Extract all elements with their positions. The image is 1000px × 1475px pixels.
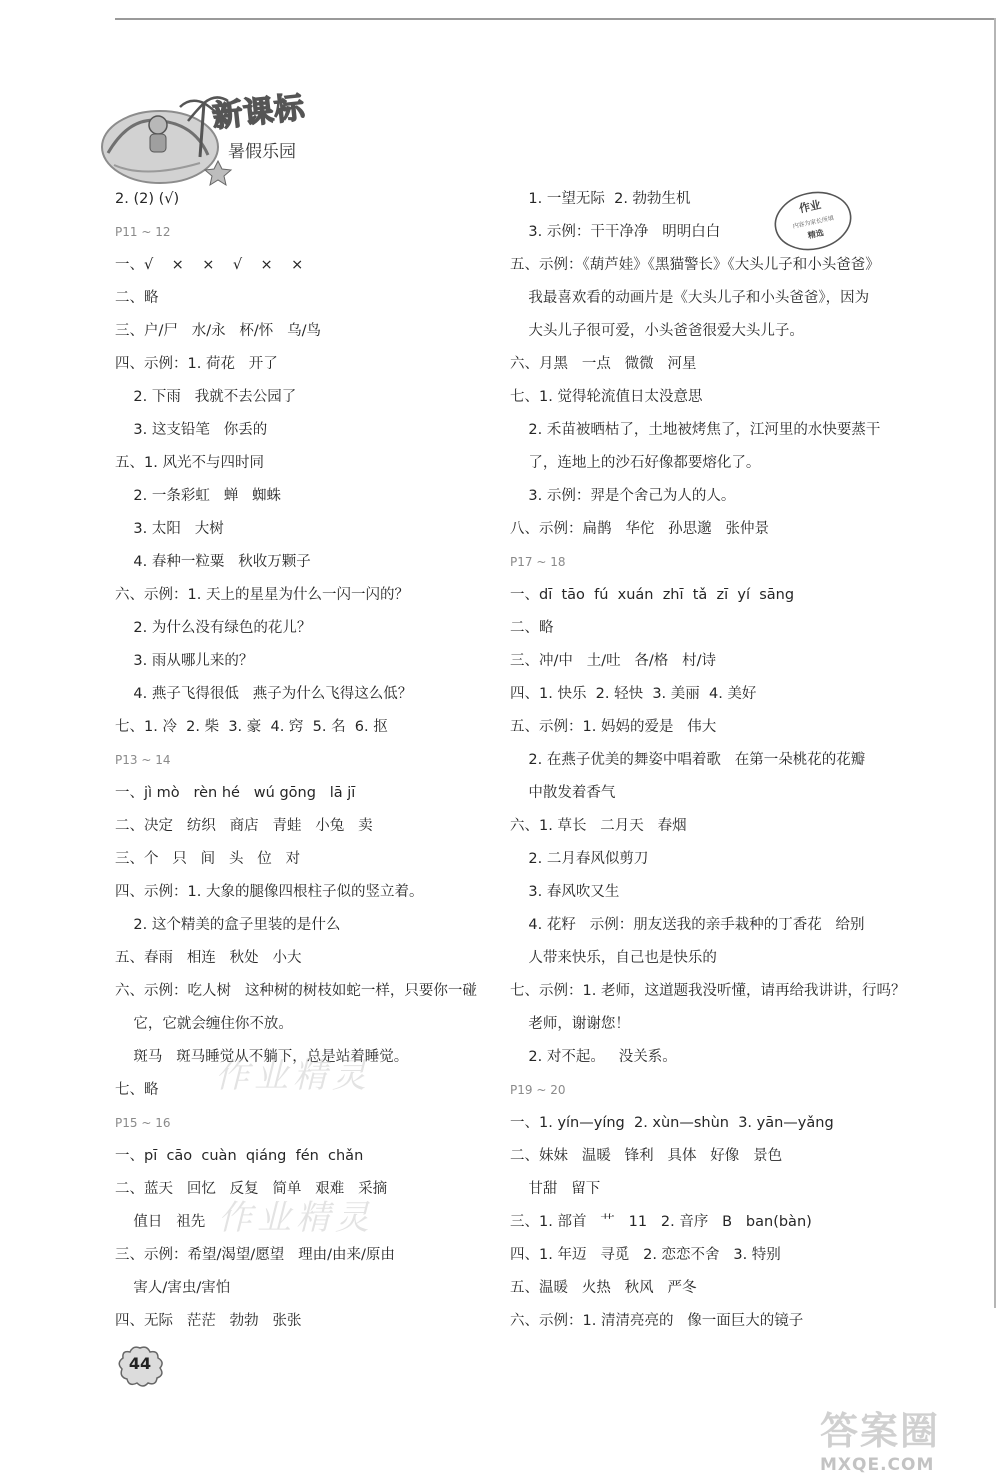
- stamp-title: 作业: [797, 198, 823, 216]
- answer-line: 4. 燕子飞得很低 燕子为什么飞得这么低？: [115, 686, 413, 702]
- right-column: [510, 183, 906, 1338]
- corner-watermark: [820, 1400, 990, 1475]
- answer-line: 三、1. 部首 艹 11 2. 音序 B ban(bàn): [510, 1214, 812, 1230]
- answer-line: 3. 春风吹又生: [510, 884, 620, 900]
- answer-line: 七、略: [115, 1082, 159, 1098]
- answer-line: 2. 为什么没有绿色的花儿？: [115, 620, 312, 636]
- page-range-heading: P19 ~ 20: [510, 1083, 566, 1097]
- answer-line: 2. 在燕子优美的舞姿中唱着歌 在第一朵桃花的花瓣: [510, 752, 866, 768]
- watermark-mid2: 作业精灵: [218, 1198, 374, 1238]
- answer-line: 二、妹妹 温暖 锋利 具体 好像 景色: [510, 1148, 783, 1164]
- answer-line: 中散发着香气: [510, 785, 616, 801]
- answer-line: 四、示例：1. 荷花 开了: [115, 356, 278, 372]
- answer-line: 一、pī cāo cuàn qiáng fén chǎn: [115, 1148, 364, 1164]
- left-column: [115, 183, 495, 1338]
- page-range-heading: P15 ~ 16: [115, 1116, 171, 1130]
- answer-line: 值日 祖先: [115, 1214, 206, 1230]
- answer-line: 2. 禾苗被晒枯了，土地被烤焦了，江河里的水快要蒸干: [510, 422, 881, 438]
- answer-line: 二、略: [115, 290, 159, 306]
- answer-line: 四、1. 年迈 寻觅 2. 恋恋不舍 3. 特别: [510, 1247, 781, 1263]
- answer-line: 三、示例：希望/渴望/愿望 理由/由来/原由: [115, 1247, 395, 1263]
- answer-line: 2. (2) (√): [115, 191, 180, 207]
- answer-line: 四、1. 快乐 2. 轻快 3. 美丽 4. 美好: [510, 686, 757, 702]
- page-range-heading: P17 ~ 18: [510, 555, 566, 569]
- answer-line: 七、1. 冷 2. 柴 3. 豪 4. 窍 5. 名 6. 抠: [115, 719, 388, 735]
- answer-line: 一、1. yín—yíng 2. xùn—shùn 3. yān—yǎng: [510, 1115, 834, 1131]
- answer-line: 2. 对不起。 没关系。: [510, 1049, 677, 1065]
- answer-line: 四、示例：1. 大象的腿像四根柱子似的竖立着。: [115, 884, 424, 900]
- answer-line: 老师，谢谢您！: [510, 1016, 630, 1032]
- stamp-line1: 内容为家长所填: [792, 214, 835, 231]
- answer-line: 3. 示例：干干净净 明明白白: [510, 224, 721, 240]
- answer-line: 六、示例：1. 清清亮亮的 像一面巨大的镜子: [510, 1313, 804, 1329]
- answer-line: 2. 二月春风似剪刀: [510, 851, 649, 867]
- watermark-mid1: 作业精灵: [215, 1056, 371, 1096]
- corner-watermark-title: 答案圈: [820, 1409, 941, 1453]
- answer-line: 大头儿子很可爱，小头爸爸很爱大头儿子。: [510, 323, 804, 339]
- answer-line: 二、决定 纺织 商店 青蛙 小兔 卖: [115, 818, 373, 834]
- answer-line: 3. 这支铅笔 你丢的: [115, 422, 268, 438]
- answer-line: 我最喜欢看的动画片是《大头儿子和小头爸爸》，因为: [510, 290, 870, 306]
- answer-line: 人带来快乐，自己也是快乐的: [510, 950, 717, 966]
- answer-line: 4. 春种一粒粟 秋收万颗子: [115, 554, 311, 570]
- answer-line: 五、1. 风光不与四时同: [115, 455, 264, 471]
- answer-line: 七、1. 觉得轮流值日太没意思: [510, 389, 703, 405]
- answer-line: 四、无际 茫茫 勃勃 张张: [115, 1313, 302, 1329]
- answer-line: 4. 花籽 示例：朋友送我的亲手栽种的丁香花 给别: [510, 917, 865, 933]
- top-border-line: [115, 18, 995, 20]
- answer-line: 了，连地上的沙石好像都要熔化了。: [510, 455, 761, 471]
- answer-line: 3. 示例：羿是个舍己为人的人。: [510, 488, 736, 504]
- answer-line: 2. 一条彩虹 蝉 蜘蛛: [115, 488, 282, 504]
- answer-line: 六、示例：1. 天上的星星为什么一闪一闪的？: [115, 587, 409, 603]
- brand-subtitle: 暑假乐园: [228, 142, 296, 162]
- answer-line: 八、示例：扁鹊 华佗 孙思邈 张仲景: [510, 521, 769, 537]
- answer-line: 二、略: [510, 620, 554, 636]
- answer-line: 二、蓝天 回忆 反复 简单 艰难 采摘: [115, 1181, 388, 1197]
- answer-line: 1. 一望无际 2. 勃勃生机: [510, 191, 691, 207]
- page-range-heading: P13 ~ 14: [115, 753, 171, 767]
- answer-line: 2. 这个精美的盒子里装的是什么: [115, 917, 341, 933]
- answer-line: 三、个 只 间 头 位 对: [115, 851, 301, 867]
- answer-line: 一、dī tāo fú xuán zhī tǎ zī yí sāng: [510, 587, 795, 603]
- corner-watermark-url: MXQE.COM: [820, 1455, 935, 1475]
- right-border-line: [994, 18, 996, 1308]
- brand-title: 新课标: [210, 90, 307, 135]
- answer-line: 三、冲/中 土/吐 各/格 村/诗: [510, 653, 717, 669]
- answer-line: 3. 雨从哪儿来的？: [115, 653, 254, 669]
- answer-line: 斑马 斑马睡觉从不躺下，总是站着睡觉。: [115, 1049, 409, 1065]
- answer-line: 五、示例：《葫芦娃》《黑猫警长》《大头儿子和小头爸爸》: [510, 257, 880, 273]
- answer-line: 七、示例：1. 老师，这道题我没听懂，请再给我讲讲，行吗？: [510, 983, 906, 999]
- answer-line: 五、春雨 相连 秋处 小大: [115, 950, 302, 966]
- answer-line: 五、温暖 火热 秋风 严冬: [510, 1280, 697, 1296]
- answer-line: 一、√ × × √ × ×: [115, 257, 304, 273]
- page-number: 44: [128, 1354, 152, 1373]
- answer-line: 六、月黑 一点 微微 河星: [510, 356, 697, 372]
- answer-line: 五、示例：1. 妈妈的爱是 伟大: [510, 719, 717, 735]
- answer-line: 六、1. 草长 二月天 春烟: [510, 818, 687, 834]
- answer-line: 2. 下雨 我就不去公园了: [115, 389, 297, 405]
- answer-line: 害人/害虫/害怕: [115, 1280, 231, 1296]
- answer-line: 一、jì mò rèn hé wú gōng lā jī: [115, 785, 356, 801]
- answer-line: 六、示例：吃人树 这种树的树枝如蛇一样，只要你一碰: [115, 983, 477, 999]
- page-range-heading: P11 ~ 12: [115, 225, 171, 239]
- answer-line: 3. 太阳 大树: [115, 521, 224, 537]
- answer-line: 它，它就会缠住你不放。: [115, 1016, 293, 1032]
- stamp-line2: 精选: [807, 228, 825, 241]
- brand-logo: [100, 85, 350, 190]
- page-number-badge: [116, 1345, 164, 1387]
- answer-line: 三、户/尸 水/永 杯/怀 乌/鸟: [115, 323, 322, 339]
- homework-stamp-icon: [772, 188, 854, 254]
- answer-line: 甘甜 留下: [510, 1181, 601, 1197]
